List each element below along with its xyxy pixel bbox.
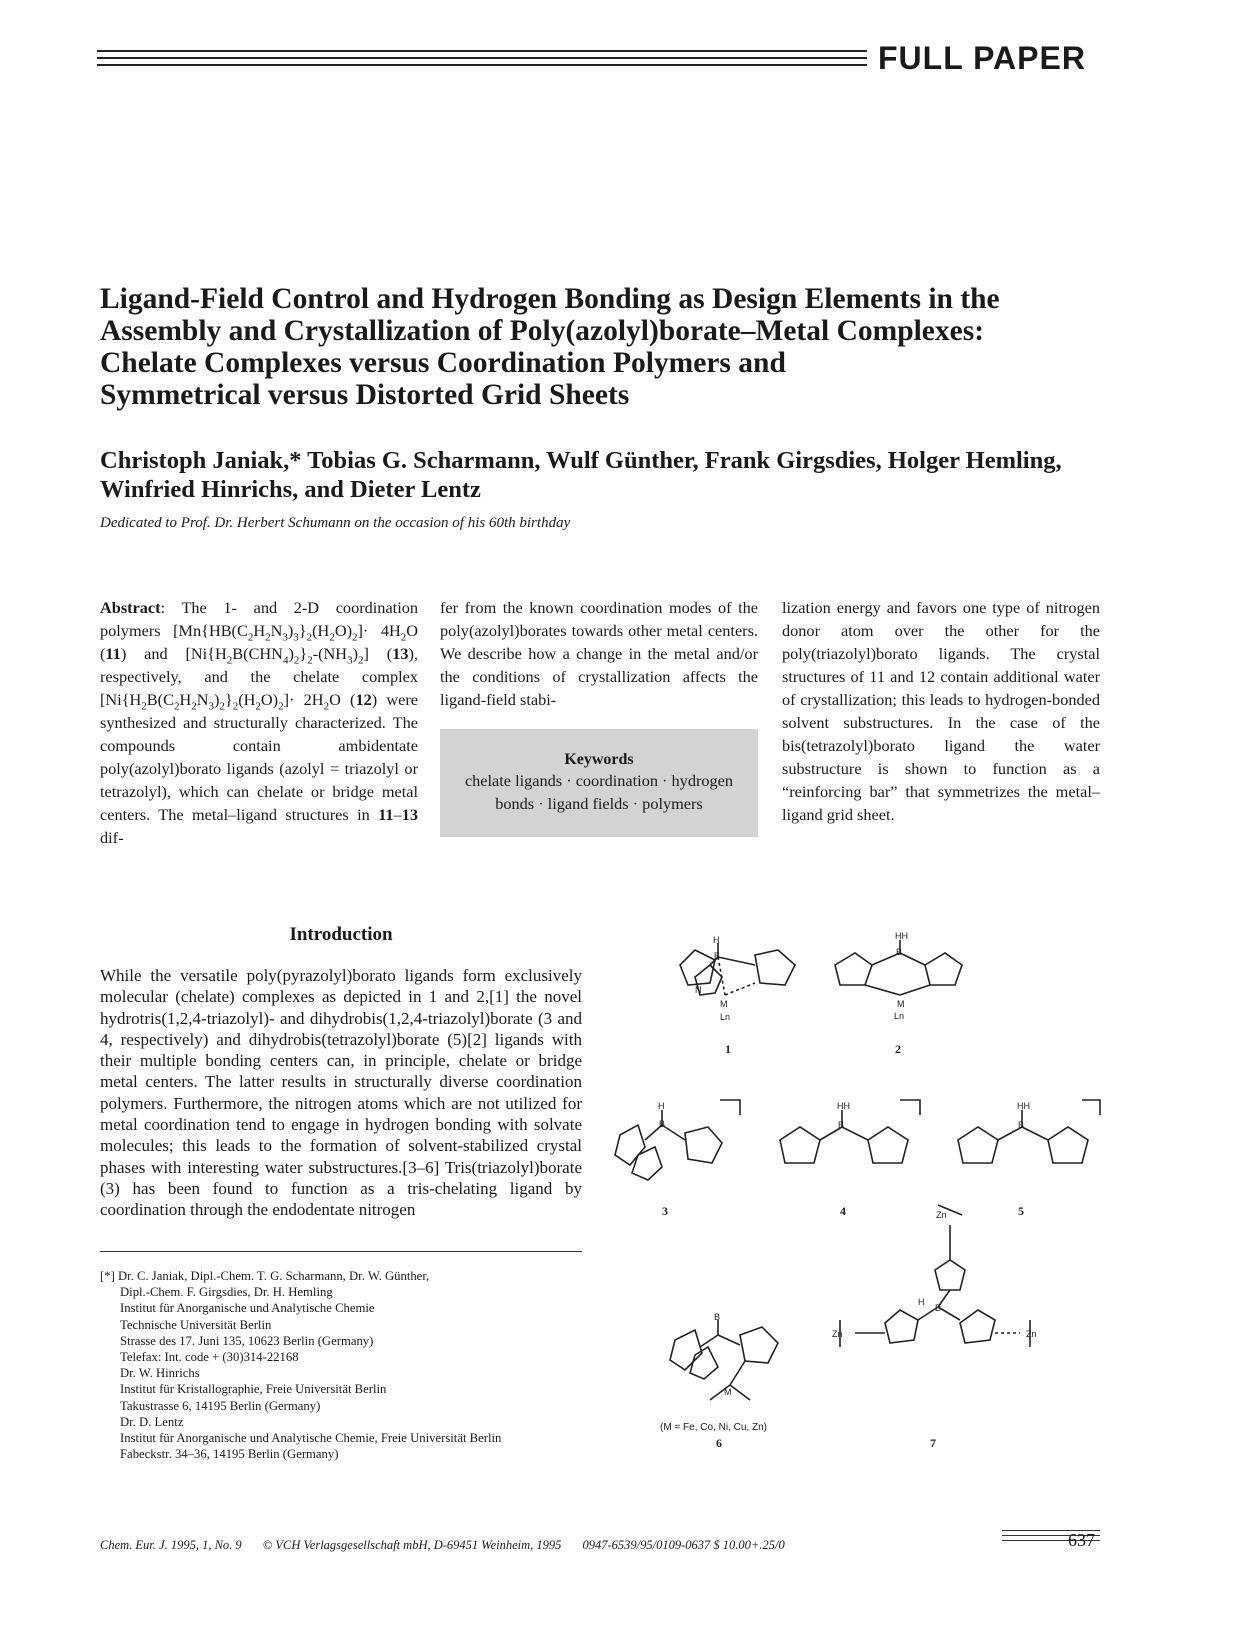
svg-text:H: H xyxy=(918,1297,925,1307)
author-line: Winfried Hinrichs, and Dieter Lentz xyxy=(100,476,481,503)
svg-text:B: B xyxy=(1018,1120,1025,1130)
compound-4-drawing xyxy=(780,1100,920,1163)
introduction-text: While the versatile poly(pyrazolyl)borato ligands form exclusively molecular (chelate) complexes as depicted in 1 and 2,[1] the novel hydrotris(1,2,4-triazolyl)- and dihydrobis(1,2,4-triazolyl)borate (3 and 4, respectively) and dihydrobis(tetrazolyl)borate (5)[2] ligands with their multiple bonding centers can, in principle, chelate or bridge metal centers. The latter results in structurally diverse coordination polymers. Furthermore, the nitrogen atoms which are not utilized for metal coordination tend to engage in hydrogen bonding with solvate molecules; this leads to the formation of solvent-stabilized crystal phases with interesting water substructures.[3–6] Tris(triazolyl)borate (3) has been found to function as a tris-chelating ligand by coordination through the endodentate nitrogen xyxy=(100,966,582,1220)
metal-note: (M = Fe, Co, Ni, Cu, Zn) xyxy=(660,1422,767,1433)
title-line: Ligand-Field Control and Hydrogen Bonding as Design Elements in the xyxy=(100,283,1000,315)
footnote-line: Institut für Anorganische und Analytische Chemie, Freie Universität Berlin xyxy=(120,1431,502,1446)
svg-text:H: H xyxy=(713,935,720,945)
footnote-line: Dr. W. Hinrichs xyxy=(120,1366,200,1381)
affiliation-footnote xyxy=(100,1268,620,1462)
compound-label: 5 xyxy=(1018,1204,1024,1218)
svg-text:B: B xyxy=(714,1312,721,1322)
title-line: Symmetrical versus Distorted Grid Sheets xyxy=(100,379,630,411)
compound-3-drawing xyxy=(615,1100,740,1180)
section-label: FULL PAPER xyxy=(878,40,1086,76)
footnote-line: Technische Universität Berlin xyxy=(120,1317,272,1332)
keywords-heading: Keywords xyxy=(564,751,634,768)
author-line: Christoph Janiak,* Tobias G. Scharmann, Wulf Günther, Frank Girgsdies, Holger Hemling, xyxy=(100,447,1062,474)
header-rule xyxy=(97,50,867,70)
footnote-line: Takustrasse 6, 14195 Berlin (Germany) xyxy=(120,1398,321,1413)
keywords-list: chelate ligands · coordination · hydrogen bonds · ligand fields · polymers xyxy=(464,771,734,813)
page-number: 637 xyxy=(1068,1530,1095,1550)
svg-text:B: B xyxy=(714,951,721,961)
compound-7-drawing xyxy=(840,1205,1030,1347)
footnote-line: Dr. D. Lentz xyxy=(120,1414,184,1429)
svg-text:M: M xyxy=(897,999,905,1009)
author-list xyxy=(100,446,1180,504)
svg-text:HH: HH xyxy=(1017,1101,1030,1111)
footnote-line: Dipl.-Chem. F. Girgsdies, Dr. H. Hemling xyxy=(120,1285,333,1300)
svg-text:B: B xyxy=(896,947,903,957)
title-line: Chelate Complexes versus Coordination Polymers and xyxy=(100,347,786,379)
footnote-line: Strasse des 17. Juni 135, 10623 Berlin (Germany) xyxy=(120,1333,374,1348)
compound-label: 6 xyxy=(716,1436,722,1450)
footnote-line: Dr. C. Janiak, Dipl.-Chem. T. G. Scharmann, Dr. W. Günther, xyxy=(117,1269,430,1283)
compound-label: 2 xyxy=(895,1042,901,1056)
svg-text:HH: HH xyxy=(895,931,908,941)
keywords-box xyxy=(440,729,758,837)
footnote-line: Fabeckstr. 34–36, 14195 Berlin (Germany) xyxy=(120,1447,339,1462)
footnote-line: Institut für Kristallographie, Freie Universität Berlin xyxy=(120,1382,387,1397)
svg-text:Zn: Zn xyxy=(1026,1329,1037,1339)
paper-title xyxy=(100,283,1140,411)
compound-label: 7 xyxy=(930,1436,936,1450)
dedication: Dedicated to Prof. Dr. Herbert Schumann on the occasion of his 60th birthday xyxy=(100,515,571,531)
svg-text:N: N xyxy=(695,985,702,995)
article-code: 0947-6539/95/0109-0637 $ 10.00+.25/0 xyxy=(582,1538,785,1552)
introduction-heading: Introduction xyxy=(289,924,393,945)
svg-text:M: M xyxy=(724,1387,732,1397)
publisher-line: © VCH Verlagsgesellschaft mbH, D-69451 Weinheim, 1995 xyxy=(262,1538,562,1552)
compound-label: 1 xyxy=(725,1042,731,1056)
footnote-line: Institut für Anorganische und Analytische Chemie xyxy=(120,1301,375,1316)
page-footer xyxy=(100,1538,940,1553)
svg-text:M: M xyxy=(720,999,728,1009)
svg-text:B: B xyxy=(838,1120,845,1130)
journal-citation: Chem. Eur. J. 1995, 1, No. 9 xyxy=(100,1538,242,1552)
svg-text:B: B xyxy=(659,1119,666,1129)
svg-text:Zn: Zn xyxy=(936,1210,947,1220)
footnote-mark: [*] xyxy=(100,1269,115,1283)
compound-label: 4 xyxy=(840,1204,846,1218)
chemical-structures-figure xyxy=(600,915,1120,1505)
abstract-column-2: fer from the known coordination modes of the poly(azolyl)borates towards other metal centers. We describe how a change in the metal and/or the conditions of crystallization affects the ligand-field stabi- xyxy=(440,598,758,709)
svg-text:H: H xyxy=(658,1101,665,1111)
abstract-label: Abstract xyxy=(100,598,161,617)
compound-label: 3 xyxy=(662,1204,668,1218)
svg-text:Zn: Zn xyxy=(832,1329,843,1339)
title-line: Assembly and Crystallization of Poly(azolyl)borate–Metal Complexes: xyxy=(100,315,985,347)
svg-text:HH: HH xyxy=(837,1101,850,1111)
svg-text:Ln: Ln xyxy=(720,1012,731,1022)
svg-text:Ln: Ln xyxy=(894,1011,905,1021)
svg-text:B: B xyxy=(935,1303,942,1313)
abstract-column-3: lization energy and favors one type of nitrogen donor atom over the other for the poly(triazolyl)borato ligands. The crystal structures of 11 and 12 contain additional water of crystallization; this leads to hydrogen-bonded solvent substructures. In the case of the bis(tetrazolyl)borato ligand the water substructure is shown to function as a “reinforcing bar” that symmetrizes the metal–ligand grid sheet. xyxy=(782,598,1100,824)
footnote-rule xyxy=(100,1251,582,1252)
abstract-column-1: Abstract: The 1- and 2-D coordination polymers $[Mn\{HB(C_2H_2N_3)_3\}_2(H_2O)_2]\cdot 4H_2O$ (11) and $[Ni\{H_2B(CHN_4)_2\}_2-(NH_3)_2]$ (13), respectively, and the chelate complex $[Ni\{H_2B(C_2H_2N_3)_2\}_2(H_2O)_2]\cdot 2H_2O$ (12) were synthesized and structurally characterized. The compounds contain ambidentate poly(azolyl)borato ligands (azolyl = triazolyl or tetrazolyl), which can chelate or bridge metal centers. The metal–ligand structures in 11–13 dif- xyxy=(100,598,419,847)
footnote-line: Telefax: Int. code + (30)314-22168 xyxy=(120,1350,299,1365)
